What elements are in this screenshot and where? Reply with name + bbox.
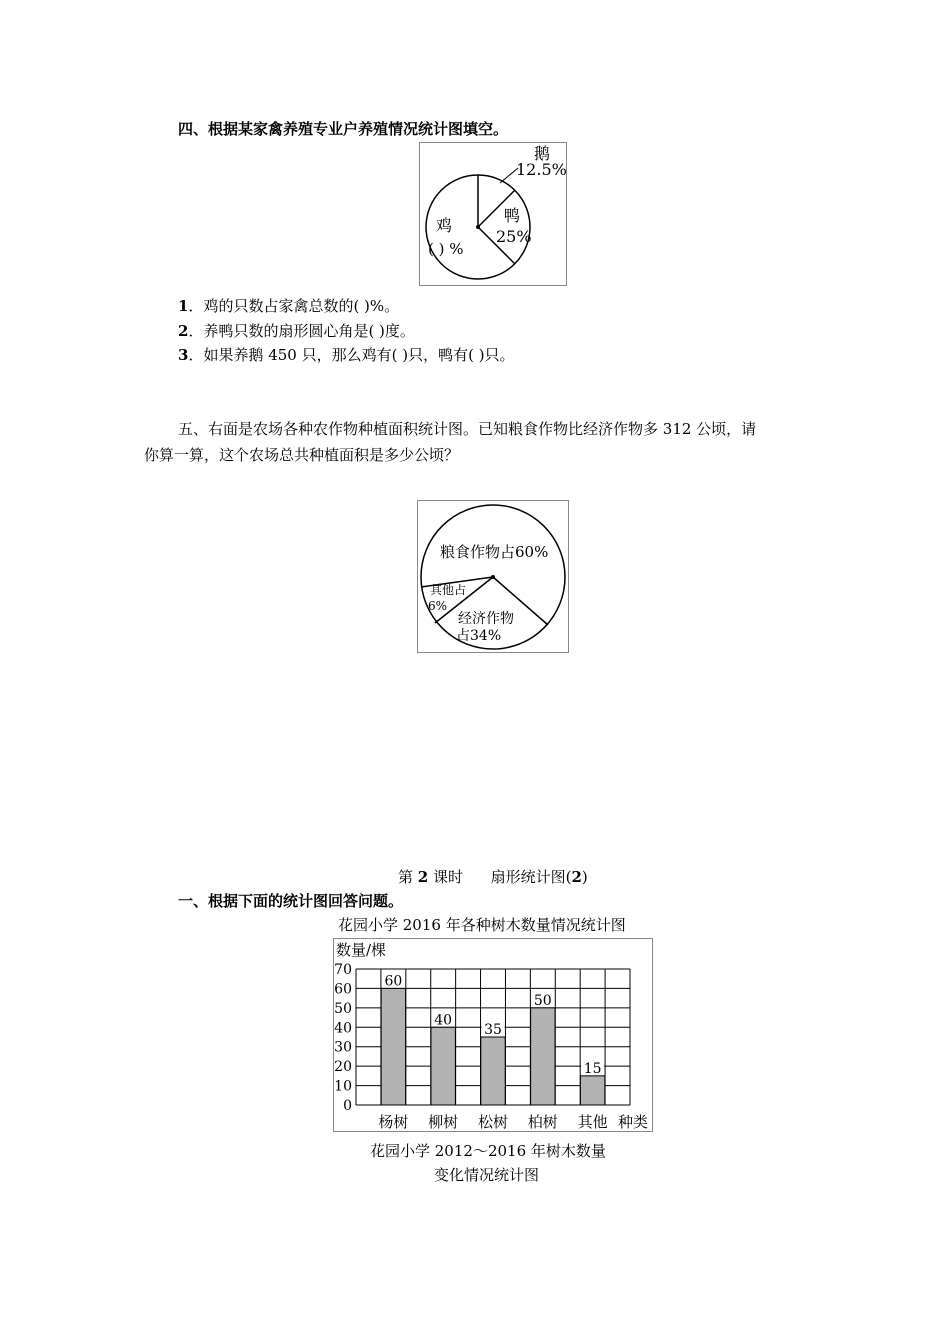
other-label-1: 其他占 xyxy=(430,583,467,597)
item-text: ．鸡的只数占家禽总数的( )%。 xyxy=(188,297,400,315)
question-item-3 xyxy=(178,344,515,365)
item-text: ．养鸭只数的扇形圆心角是( )度。 xyxy=(188,322,415,340)
tree-bar-chart xyxy=(333,938,653,1132)
chart2-title-line1: 花园小学 2012～2016 年树木数量 xyxy=(370,1142,606,1160)
section4-title: 四、根据某家禽养殖专业户养殖情况统计图填空。 xyxy=(178,120,509,138)
bar xyxy=(481,1037,505,1105)
y-tick-label: 60 xyxy=(334,981,352,998)
y-tick-label: 50 xyxy=(334,1000,352,1017)
y-tick-label: 0 xyxy=(343,1098,352,1114)
category-label: 松树 xyxy=(477,1113,509,1131)
value-label: 35 xyxy=(484,1022,502,1038)
item-number: 1 xyxy=(178,297,189,315)
chicken-label: 鸡 xyxy=(436,216,453,235)
crop-pie-chart xyxy=(417,500,569,653)
section1-title: 一、根据下面的统计图回答问题。 xyxy=(178,892,404,910)
y-axis-label: 数量/棵 xyxy=(336,941,387,959)
value-label: 40 xyxy=(434,1012,453,1029)
question-item-1 xyxy=(178,295,399,316)
y-tick-label: 30 xyxy=(334,1039,352,1056)
chart2-title-line2: 变化情况统计图 xyxy=(434,1166,540,1184)
category-label: 杨树 xyxy=(378,1113,409,1131)
goose-label: 鹅 xyxy=(534,144,551,163)
item-number: 3 xyxy=(178,346,189,364)
value-label: 15 xyxy=(583,1060,602,1077)
section5-line1: 五、右面是农场各种农作物种植面积统计图。已知粮食作物比经济作物多 312 公顷，请 xyxy=(178,420,757,438)
bar xyxy=(381,988,405,1105)
bar xyxy=(431,1027,455,1105)
econ-label-1: 经济作物 xyxy=(458,611,514,627)
category-label: 其他 xyxy=(577,1113,608,1131)
y-tick-label: 70 xyxy=(334,962,352,978)
chicken-percent: ( ) % xyxy=(428,240,464,258)
y-tick-label: 40 xyxy=(334,1020,352,1037)
poultry-pie-chart xyxy=(419,142,567,286)
category-label: 柏树 xyxy=(527,1113,558,1131)
grain-label: 粮食作物占60% xyxy=(440,543,549,561)
x-axis-label: 种类 xyxy=(618,1113,649,1131)
bar-chart-title: 花园小学 2016 年各种树木数量情况统计图 xyxy=(338,916,626,934)
econ-label-2: 占34% xyxy=(456,628,502,644)
duck-percent: 25% xyxy=(496,227,532,246)
bar xyxy=(531,1008,555,1105)
duck-label: 鸭 xyxy=(504,206,521,225)
value-label: 60 xyxy=(384,973,403,990)
y-tick-label: 10 xyxy=(334,1078,352,1095)
question-item-2 xyxy=(178,320,415,341)
category-label: 柳树 xyxy=(428,1113,459,1131)
goose-percent: 12.5% xyxy=(516,160,566,179)
lesson-heading: 第 2 课时 扇形统计图(2) xyxy=(398,868,588,886)
value-label: 50 xyxy=(533,992,552,1009)
section5-line2: 你算一算，这个农场总共种植面积是多少公顷？ xyxy=(144,446,460,464)
item-number: 2 xyxy=(178,322,189,340)
y-tick-label: 20 xyxy=(334,1059,352,1076)
other-label-2: 6% xyxy=(428,599,448,613)
bar xyxy=(580,1076,604,1105)
item-text: ．如果养鹅 450 只，那么鸡有( )只，鸭有( )只。 xyxy=(188,346,515,364)
